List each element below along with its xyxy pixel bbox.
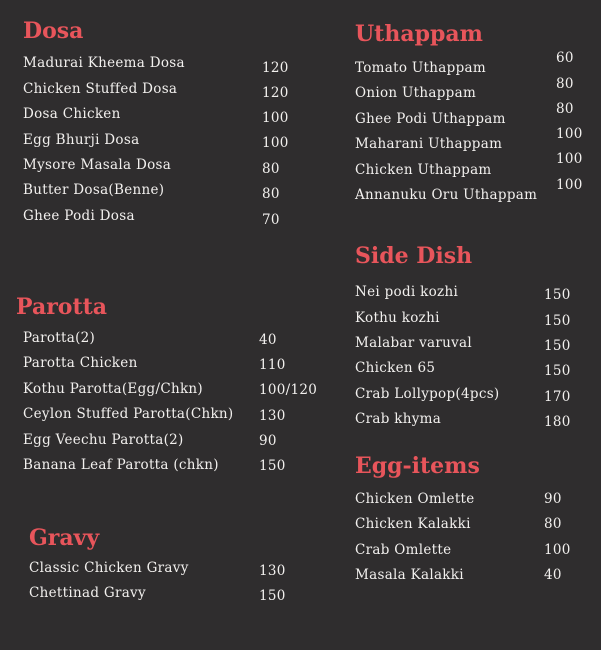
item-price: 40 [544, 567, 562, 583]
menu-item: Chicken Stuffed Dosa [23, 81, 178, 97]
item-price: 150 [544, 313, 571, 329]
item-price: 100 [262, 110, 289, 126]
section-title-dosa: Dosa [23, 18, 84, 44]
menu-item: Chettinad Gravy [29, 585, 146, 601]
item-price: 180 [544, 414, 571, 430]
section-title-gravy: Gravy [29, 525, 100, 551]
item-price: 80 [556, 101, 574, 117]
item-price: 100 [544, 542, 571, 558]
menu-item: Nei podi kozhi [355, 284, 459, 300]
menu-item: Malabar varuval [355, 335, 472, 351]
menu-item: Ghee Podi Uthappam [355, 111, 506, 127]
item-price: 150 [544, 287, 571, 303]
menu-item: Ceylon Stuffed Parotta(Chkn) [23, 406, 234, 422]
menu-item: Mysore Masala Dosa [23, 157, 172, 173]
item-price: 100/120 [259, 382, 318, 398]
item-price: 70 [262, 212, 280, 228]
menu-item: Butter Dosa(Benne) [23, 182, 165, 198]
menu-item: Kothu kozhi [355, 310, 440, 326]
menu-item: Egg Bhurji Dosa [23, 132, 140, 148]
menu-item: Chicken Kalakki [355, 516, 471, 532]
menu-item: Ghee Podi Dosa [23, 208, 135, 224]
menu-item: Dosa Chicken [23, 106, 121, 122]
item-price: 80 [556, 76, 574, 92]
item-price: 150 [544, 338, 571, 354]
menu-item: Parotta Chicken [23, 355, 138, 371]
item-price: 80 [544, 516, 562, 532]
menu-item: Madurai Kheema Dosa [23, 55, 185, 71]
menu-item: Chicken Omlette [355, 491, 475, 507]
section-title-parotta: Parotta [16, 294, 108, 320]
menu-item: Tomato Uthappam [355, 60, 486, 76]
menu-item: Crab Lollypop(4pcs) [355, 386, 500, 402]
item-price: 100 [556, 126, 583, 142]
section-title-side-dish: Side Dish [355, 243, 473, 269]
section-title-egg-items: Egg-items [355, 453, 480, 479]
item-price: 120 [262, 85, 289, 101]
item-price: 130 [259, 563, 286, 579]
menu-item: Chicken 65 [355, 360, 436, 376]
item-price: 90 [544, 491, 562, 507]
item-price: 80 [262, 161, 280, 177]
item-price: 110 [259, 357, 286, 373]
menu-item: Onion Uthappam [355, 85, 477, 101]
menu-item: Chicken Uthappam [355, 162, 492, 178]
item-price: 120 [262, 60, 289, 76]
item-price: 100 [262, 135, 289, 151]
menu-item: Crab khyma [355, 411, 442, 427]
item-price: 90 [259, 433, 277, 449]
menu-item: Annanuku Oru Uthappam [355, 187, 538, 203]
menu-item: Masala Kalakki [355, 567, 464, 583]
menu-item: Kothu Parotta(Egg/Chkn) [23, 381, 203, 397]
item-price: 150 [544, 363, 571, 379]
menu-item: Maharani Uthappam [355, 136, 503, 152]
item-price: 40 [259, 332, 277, 348]
item-price: 80 [262, 186, 280, 202]
menu-item: Classic Chicken Gravy [29, 560, 189, 576]
item-price: 170 [544, 389, 571, 405]
item-price: 100 [556, 151, 583, 167]
menu-item: Banana Leaf Parotta (chkn) [23, 457, 219, 473]
item-price: 60 [556, 50, 574, 66]
section-title-uthappam: Uthappam [355, 21, 483, 47]
item-price: 100 [556, 177, 583, 193]
item-price: 150 [259, 588, 286, 604]
item-price: 130 [259, 408, 286, 424]
item-price: 150 [259, 458, 286, 474]
menu-item: Egg Veechu Parotta(2) [23, 432, 184, 448]
menu-item: Parotta(2) [23, 330, 96, 346]
menu-item: Crab Omlette [355, 542, 452, 558]
